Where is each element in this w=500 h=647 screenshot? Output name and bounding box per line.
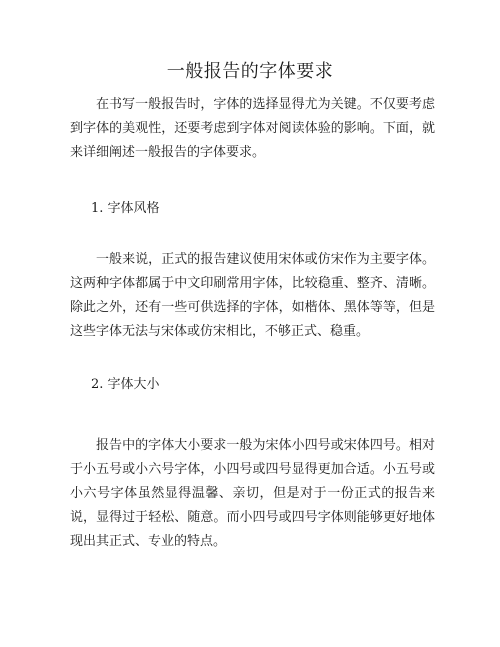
section-heading-font-style: 1. 字体风格 — [91, 201, 160, 216]
page-title: 一般报告的字体要求 — [166, 61, 334, 82]
intro-paragraph: 在书写一般报告时，字体的选择显得尤为关键。不仅要考虑到字体的美观性，还要考虑到字体对阅读体验的影响。下面，就来详细阐述一般报告的字体要求。 — [70, 97, 435, 160]
section-body-font-style: 一般来说，正式的报告建议使用宋体或仿宋作为主要字体。这两种字体都属于中文印刷常用字体，比较稳重、整齐、清晰。除此之外，还有一些可供选择的字体，如楷体、黑体等等，但是这些字体无法与宋体或仿宋相比，不够正式、稳重。 — [70, 252, 435, 339]
section-heading-font-size: 2. 字体大小 — [91, 377, 160, 392]
section-body-font-size: 报告中的字体大小要求一般为宋体小四号或宋体四号。相对于小五号或小六号字体，小四号或四号显得更加合适。小五号或小六号字体虽然显得温馨、亲切，但是对于一份正式的报告来说，显得过于轻松、随意。而小四号或四号字体则能够更好地体现出其正式、专业的特点。 — [70, 438, 435, 549]
